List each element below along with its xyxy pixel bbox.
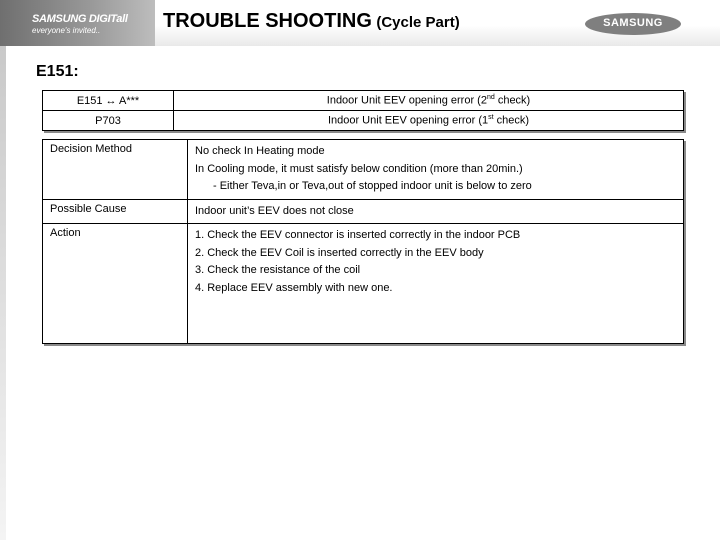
action-line: 2. Check the EEV Coil is inserted correctly in the EEV body — [195, 246, 484, 259]
troubleshooting-detail-table — [42, 139, 684, 344]
samsung-logo — [585, 13, 681, 35]
code-description-end: check) — [493, 114, 530, 127]
code-description-end: check) — [494, 94, 531, 107]
decision-method-label: Decision Method — [43, 140, 188, 200]
ordinal-suffix: nd — [486, 94, 495, 102]
action-label: Action — [43, 224, 188, 344]
possible-cause-row — [43, 199, 684, 224]
error-code-table — [42, 90, 684, 131]
title-main: TROUBLE SHOOTING — [163, 10, 372, 32]
possible-cause-content: Indoor unit’s EEV does not close — [188, 199, 684, 224]
code-description-cell — [174, 91, 684, 111]
action-line: 4. Replace EEV assembly with new one. — [195, 281, 393, 294]
possible-cause-label: Possible Cause — [43, 199, 188, 224]
samsung-digitall-logo — [0, 0, 155, 46]
code-description-text: Indoor Unit EEV opening error (2 — [326, 94, 487, 107]
code-cell: E151 ↔ A*** — [43, 91, 174, 111]
table-row — [43, 111, 684, 131]
table-row — [43, 91, 684, 111]
decision-line: In Cooling mode, it must satisfy below condition (more than 20min.) — [195, 162, 523, 175]
error-code-heading: E151: — [36, 63, 79, 80]
code-description-cell — [174, 111, 684, 131]
decision-line: No check In Heating mode — [195, 145, 325, 157]
title-sub: (Cycle Part) — [376, 14, 460, 31]
action-line: 3. Check the resistance of the coil — [195, 264, 361, 276]
logo-left-line1: SAMSUNG DIGITall — [32, 13, 128, 25]
logo-left-line2: everyone's invited.. — [32, 26, 101, 35]
left-decorative-strip — [0, 46, 6, 540]
page-title — [163, 10, 460, 33]
header-bar — [0, 0, 720, 46]
action-content — [188, 224, 684, 344]
decision-method-content — [188, 140, 684, 200]
code-cell: P703 — [43, 111, 174, 131]
samsung-logo-text: SAMSUNG — [603, 17, 663, 29]
action-row — [43, 224, 684, 344]
code-description-text: Indoor Unit EEV opening error (1 — [327, 114, 489, 127]
action-line: 1. Check the EEV connector is inserted correctly in the indoor PCB — [195, 229, 521, 241]
decision-line: - Either Teva,in or Teva,out of stopped indoor unit is below to zero — [213, 180, 532, 192]
ordinal-suffix: st — [488, 114, 494, 122]
decision-method-row — [43, 140, 684, 200]
